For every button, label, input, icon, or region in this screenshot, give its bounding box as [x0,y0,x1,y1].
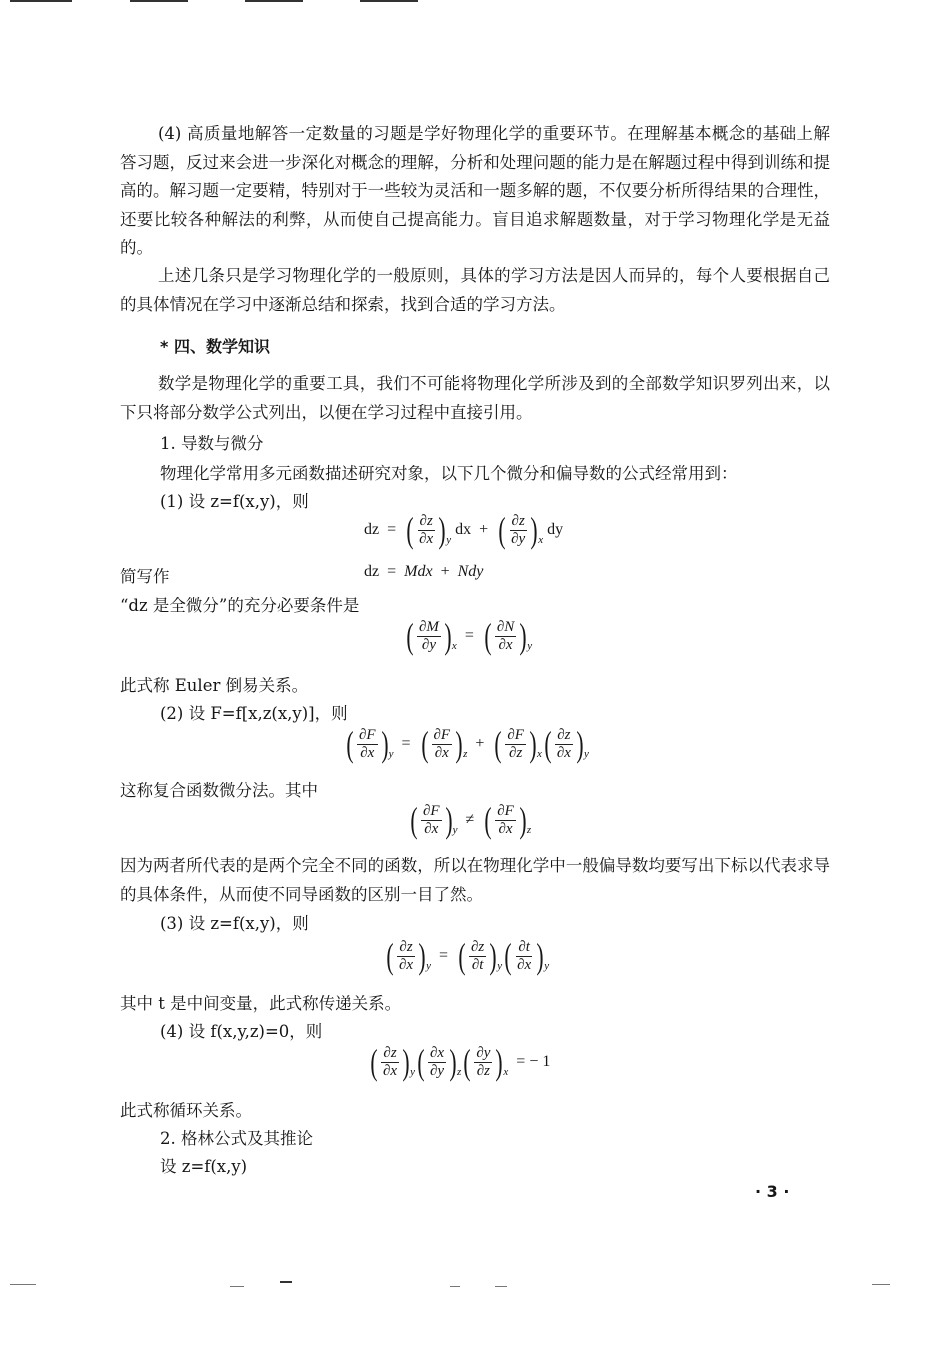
subheading-derivatives: 1. 导数与微分 [160,434,264,453]
top-rule [245,0,303,2]
intro-partial-derivatives: 物理化学常用多元函数描述研究对象，以下几个微分和偏导数的公式经常用到： [160,464,738,483]
top-rule [10,0,72,2]
equation-not-equal: ( $\frac{\partial F}{\partial x}$ ) y ≠ ( $\frac{\partial F}{\partial x}$ ) z [410,800,532,840]
composite-note: 这称复合函数微分法。其中 [120,781,318,800]
scan-mark [872,1284,890,1285]
scan-mark [450,1286,460,1287]
item-4: (4) 设 f(x,y,z)=0，则 [160,1022,323,1041]
paragraph-exercises: (4) 高质量地解答一定数量的习题是学好物理化学的重要环节。在理解基本概念的基础上解答习题，反过来会进一步深化对概念的理解，分析和处理问题的能力是在解题过程中得到训练和提高的。解习题一定要精，特别对于一些较为灵活和一题多解的题，不仅要分析所得结果的合理性，还要比较各种解法的利弊，从而使自己提高能力。盲目追求解题数量，对于学习物理化学是无益的。 [120,124,830,258]
green-intro: 设 z=f(x,y) [160,1157,248,1176]
scan-mark [10,1284,36,1285]
scan-mark [495,1286,507,1287]
top-rule [130,0,188,2]
equation-cyclic: ( $\frac{\partial z}{\partial x}$ ) y ( $\frac{\partial x}{\partial y}$ ) z ( $\frac{\partial y}{\partial z}$ ) x = − 1 [370,1042,551,1082]
equation-short-form: dz = Mdx + Ndy [364,563,484,580]
subheading-green: 2. 格林公式及其推论 [160,1129,313,1148]
top-rule [360,0,418,2]
equation-composite: ( $\frac{\partial F}{\partial x}$ ) y = ( $\frac{\partial F}{\partial x}$ ) z + ( $\frac{\partial F}{\partial z}$ ) x ( $\frac{\partial z}{\partial x}$ ) y [346,724,589,764]
item-3: (3) 设 z=f(x,y)，则 [160,914,309,933]
scan-mark [280,1281,292,1283]
equation-chain: ( $\frac{\partial z}{\partial x}$ ) y = ( $\frac{\partial z}{\partial t}$ ) y ( $\frac{\partial t}{\partial x}$ ) y [386,936,550,976]
paragraph-math-intro: 数学是物理化学的重要工具，我们不可能将物理化学所涉及到的全部数学知识罗列出来，以下只将部分数学公式列出，以便在学习过程中直接引用。 [120,374,830,422]
label-short-form: 简写作 [120,567,170,586]
section-heading: * 四、数学知识 [160,337,270,356]
page-number: · 3 · [755,1182,790,1201]
item-1: (1) 设 z=f(x,y)，则 [160,492,309,511]
cyclic-note: 此式称循环关系。 [120,1101,252,1120]
equation-total-differential: dz = ( $\frac{\partial z}{\partial x}$ ) y dx + ( $\frac{\partial z}{\partial y}$ ) x dy [364,510,564,550]
paragraph-different-functions: 因为两者所代表的是两个完全不同的函数，所以在物理化学中一般偏导数均要写出下标以代表求导的具体条件，从而使不同导函数的区别一目了然。 [120,856,830,904]
item-2: (2) 设 F=f[x,z(x,y)]，则 [160,704,348,723]
scan-mark [230,1286,244,1287]
euler-note: 此式称 Euler 倒易关系。 [120,676,309,695]
chain-note: 其中 t 是中间变量，此式称传递关系。 [120,994,402,1013]
total-differential-condition: “dz 是全微分”的充分必要条件是 [120,596,360,615]
equation-euler: ( $\frac{\partial M}{\partial y}$ ) x = ( $\frac{\partial N}{\partial x}$ ) y [406,616,533,656]
paragraph-summary: 上述几条只是学习物理化学的一般原则，具体的学习方法是因人而异的，每个人要根据自己的具体情况在学习中逐渐总结和探索，找到合适的学习方法。 [120,266,830,314]
